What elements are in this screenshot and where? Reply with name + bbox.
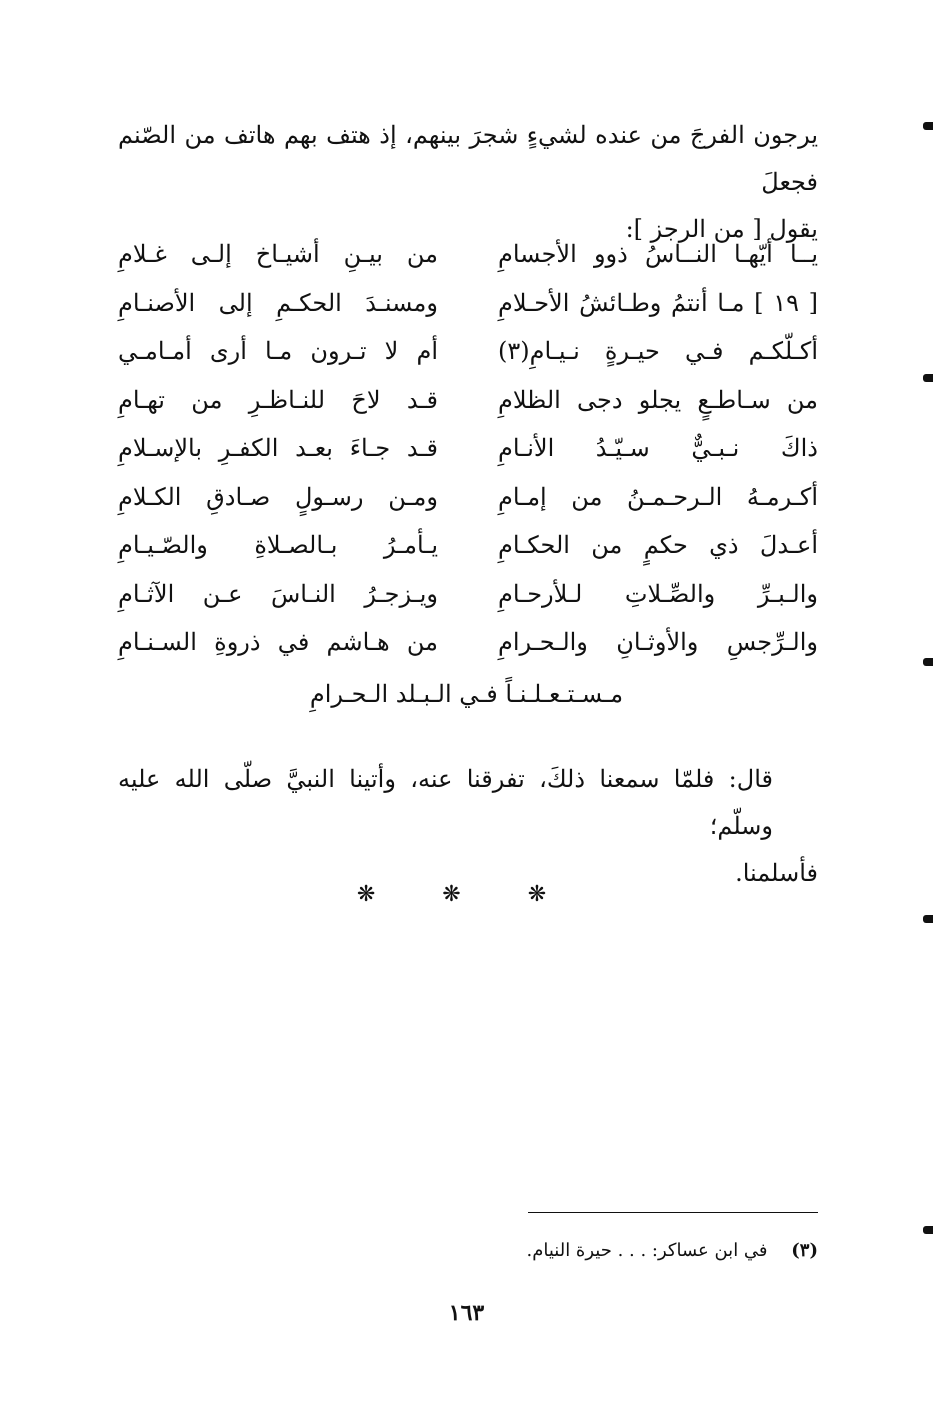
verse-second-hemistich: ومسنـدَ الحكـمِ إلى الأصنـامِ: [118, 288, 438, 317]
edge-mark: [923, 658, 933, 666]
verse-second-hemistich: قـد جـاءَ بعـد الكفـرِ بالإسـلامِ: [118, 434, 438, 462]
verse-row: [118, 483, 818, 532]
verse-first-hemistich: [ ١٩ ] مـا أنتمُ وطـائشُ الأحـلامِ: [498, 288, 818, 317]
verse-row: [118, 434, 818, 483]
verse-second-hemistich: من بيـنِ أشيـاخ إلـى غـلامِ: [118, 240, 438, 268]
page-number: ١٦٣: [448, 1300, 485, 1326]
verse-first-hemistich: أكـلّكـم فـي حيـرةٍ نـيـامِ(٣): [498, 337, 818, 365]
verse-second-hemistich: ويـزجـرُ النـاسَ عـن الآثـامِ: [118, 579, 438, 608]
verse-first-hemistich: أعـدلَ ذي حكمٍ من الحكـامِ: [498, 531, 818, 559]
footnote: [527, 1240, 818, 1261]
verse-row: [118, 337, 818, 386]
outro-paragraph: [118, 756, 818, 897]
verse-second-hemistich: ومـن رسـولٍ صـادقِ الكـلامِ: [118, 482, 438, 511]
verse-first-hemistich: أكـرمـهُ الـرحـمـنُ من إمـامِ: [498, 482, 818, 511]
verse-first-hemistich: يــا أيّهـا النــاسُ ذوو الأجسامِ: [498, 240, 818, 268]
verse-second-hemistich: أم لا تـرون مـا أرى أمـامـي: [118, 337, 438, 365]
intro-line-2: يقول [ من الرجز ]:: [625, 215, 818, 243]
footnote-text: في ابن عساكر: . . . حيرة النيام.: [526, 1240, 768, 1261]
verse-first-hemistich: ذاكَ نـبـيٌّ سـيّـدُ الأنـامِ: [498, 434, 818, 462]
intro-paragraph: [118, 112, 818, 253]
verse-first-hemistich: من سـاطـعٍ يجلو دجى الظلامِ: [498, 385, 818, 414]
verse-second-hemistich: يـأمـرُ بـالصـلاةِ والصّـيـامِ: [118, 531, 438, 559]
intro-line-1: يرجون الفرجَ من عنده لشيءٍ شجرَ بينهم، إذ هتف بهم هاتف من الصّنم فجعلَ: [118, 121, 818, 196]
footnote-divider: [528, 1212, 818, 1213]
edge-mark: [923, 915, 933, 923]
verse-row: [118, 386, 818, 435]
verse-row: [118, 289, 818, 338]
verse-first-hemistich: والـرِّجسِ والأوثـانِ والـحـرامِ: [498, 628, 818, 656]
poem-verses: [118, 240, 818, 677]
outro-line-2: فأسلمنا.: [735, 859, 818, 887]
verse-row: [118, 240, 818, 289]
edge-mark: [923, 374, 933, 382]
closing-verse-line: مـسـتـعـلـنـاً فـي الـبـلد الـحـرامِ: [309, 680, 624, 708]
verse-first-hemistich: والـبـرِّ والصِّـلاتِ لـلأرحـامِ: [498, 579, 818, 608]
footnote-number: (٣): [791, 1240, 818, 1261]
verse-row: [118, 531, 818, 580]
verse-row: [118, 580, 818, 629]
edge-mark: [923, 122, 933, 130]
verse-row: [118, 628, 818, 677]
edge-mark: [923, 1226, 933, 1234]
section-separator: ❋ ❋ ❋: [356, 882, 577, 907]
outro-line-1: قال: فلمّا سمعنا ذلكَ، تفرقنا عنه، وأتينا النبيَّ صلّى الله عليه وسلّم؛: [118, 765, 773, 840]
verse-second-hemistich: من هـاشم في ذروةِ السـنـامِ: [118, 628, 438, 656]
verse-second-hemistich: قـد لاحَ للنـاظـرِ من تهـامِ: [118, 385, 438, 414]
